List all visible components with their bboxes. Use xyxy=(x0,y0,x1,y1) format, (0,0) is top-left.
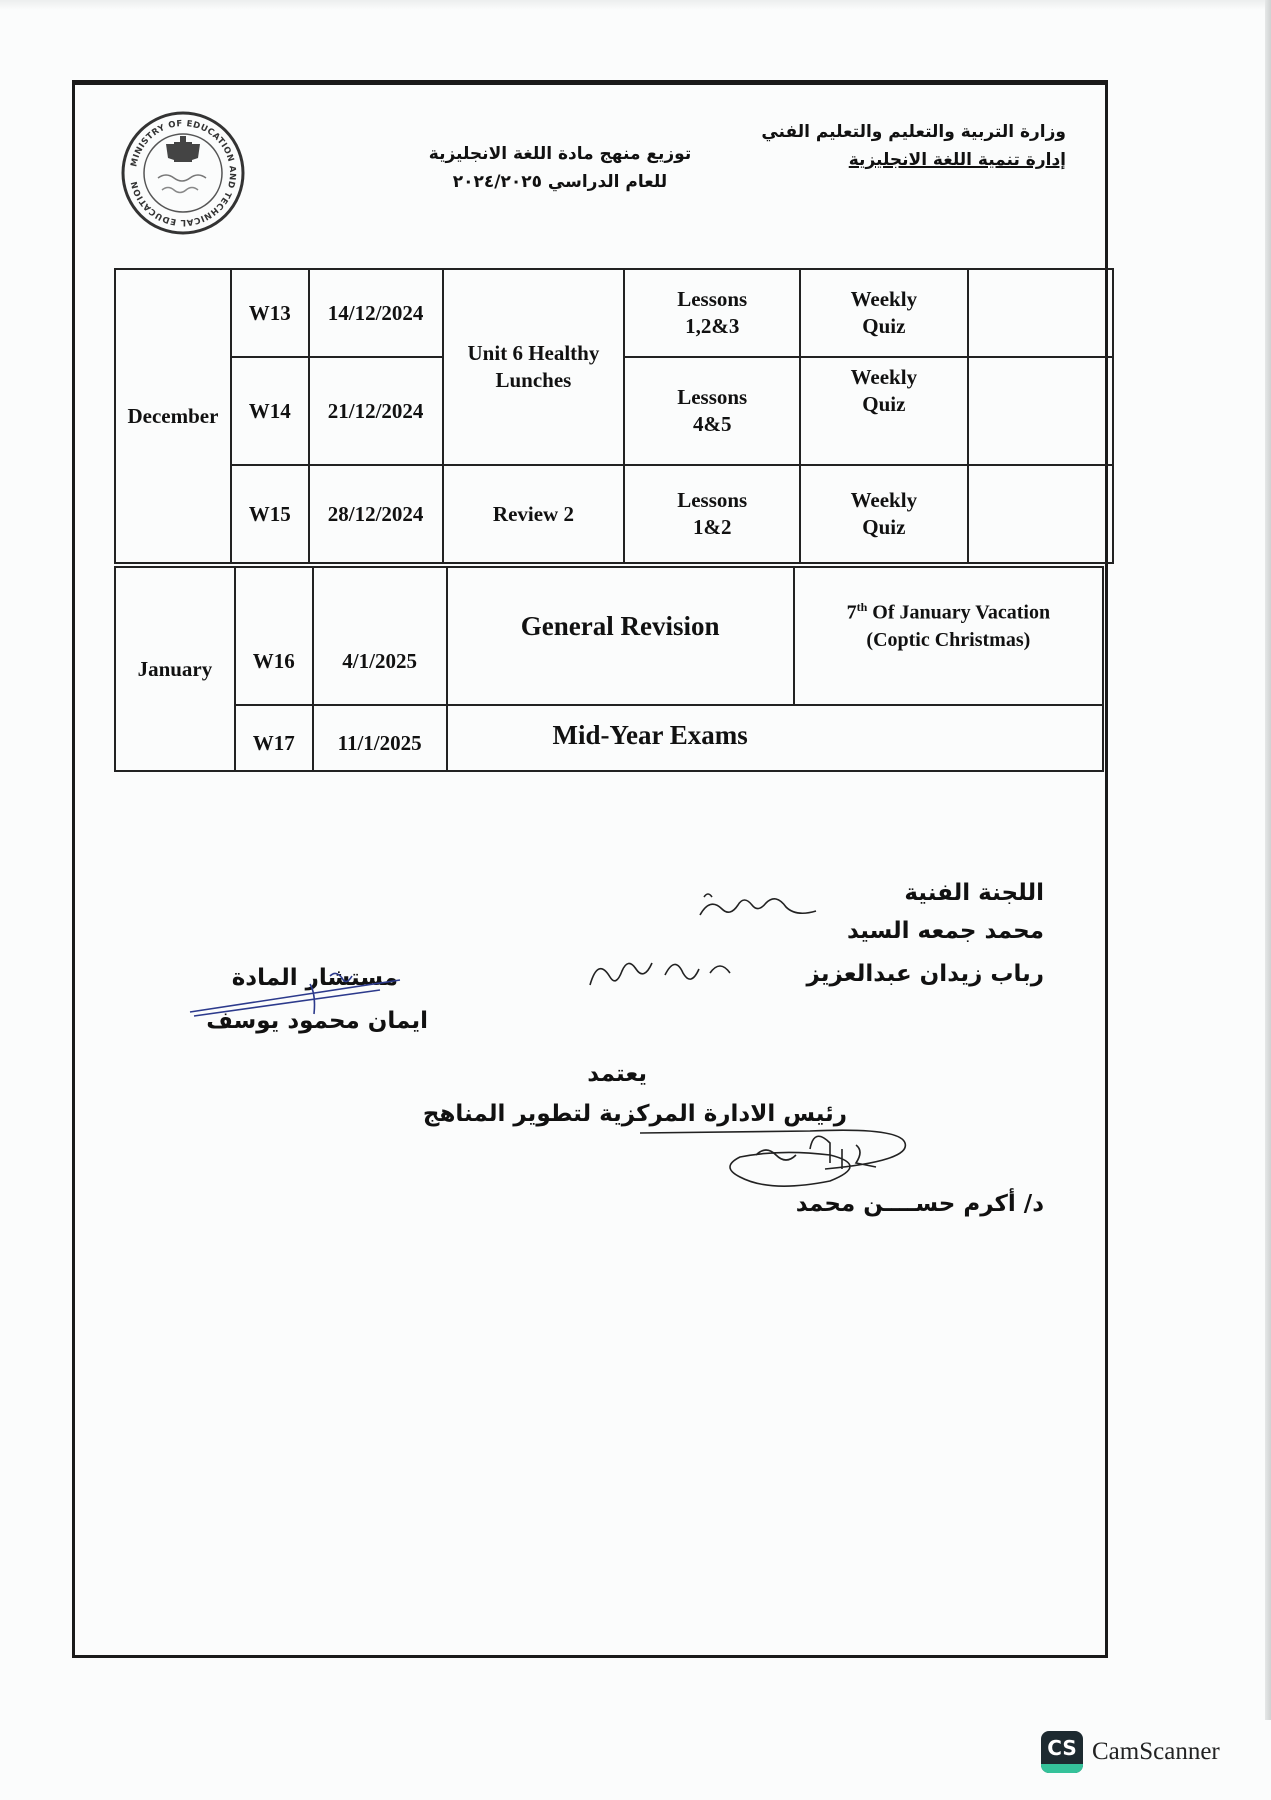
svg-text:MINISTRY OF EDUCATION AND TECH: MINISTRY OF EDUCATION AND TECHNICAL EDUCATION xyxy=(129,118,238,228)
head-title: رئيس الادارة المركزية لتطوير المناهج xyxy=(422,1101,847,1127)
department-name: إدارة تنمية اللغة الانجليزية xyxy=(848,150,1066,170)
table-row xyxy=(115,705,1103,771)
logo-text: CS xyxy=(1047,1736,1077,1760)
signature-head-icon xyxy=(620,1105,980,1195)
december-plan-table xyxy=(114,268,1114,564)
month-cell: December xyxy=(115,269,231,563)
lesson-cell xyxy=(624,357,800,465)
date-cell: 21/12/2024 xyxy=(309,357,443,465)
assessment-text: Weekly Quiz xyxy=(850,287,918,338)
lesson-text: Lessons 1,2&3 xyxy=(677,287,748,338)
assessment-cell xyxy=(800,465,968,563)
week-cell: W16 xyxy=(235,567,313,705)
notes-cell xyxy=(968,465,1113,563)
date-cell: 14/12/2024 xyxy=(309,269,443,357)
camscanner-app-name: CamScanner xyxy=(1092,1738,1220,1765)
committee-member-2: رباب زيدان عبدالعزيز xyxy=(806,961,1044,987)
table-row xyxy=(115,465,1113,563)
head-name: د/ أكرم حســــن محمد xyxy=(795,1191,1044,1217)
document-title xyxy=(415,140,705,196)
ministry-header xyxy=(761,118,1066,174)
date-cell: 28/12/2024 xyxy=(309,465,443,563)
ministry-name: وزارة التربية والتعليم والتعليم الفني xyxy=(761,122,1066,142)
ordinal-suffix: th xyxy=(856,600,868,615)
table-row xyxy=(115,269,1113,357)
assessment-text: Weekly Quiz xyxy=(850,488,918,539)
notes-cell xyxy=(968,269,1113,357)
vacation-note-line2: (Coptic Christmas) xyxy=(866,628,1031,651)
unit-cell: Review 2 xyxy=(443,465,625,563)
assessment-text: Weekly Quiz xyxy=(850,365,918,416)
logo-band xyxy=(1041,1764,1083,1773)
lesson-cell xyxy=(624,465,800,563)
assessment-cell xyxy=(800,357,968,465)
week-cell: W14 xyxy=(231,357,309,465)
committee-member-1: محمد جمعه السيد xyxy=(846,918,1044,944)
notes-cell xyxy=(794,567,1103,705)
lesson-cell xyxy=(624,269,800,357)
committee-title: اللجنة الفنية xyxy=(904,880,1044,906)
assessment-cell xyxy=(800,269,968,357)
camscanner-logo-icon xyxy=(1041,1731,1083,1773)
exams-text: Mid-Year Exams xyxy=(552,719,748,750)
week-cell: W15 xyxy=(231,465,309,563)
unit-title: Unit 6 Healthy Lunches xyxy=(467,341,600,392)
ordinal-number: 7 xyxy=(846,601,857,624)
date-cell: 11/1/2025 xyxy=(313,705,447,771)
eagle-emblem-icon xyxy=(166,136,200,162)
january-plan-table xyxy=(114,566,1104,772)
content-cell: General Revision xyxy=(447,567,794,705)
unit-cell xyxy=(443,269,625,465)
table-row xyxy=(115,567,1103,705)
approve-label: يعتمد xyxy=(587,1061,647,1087)
vacation-text: Of January Vacation xyxy=(867,601,1051,624)
advisor-title: مستشار المادة xyxy=(231,965,398,991)
title-line-1: توزيع منهج مادة اللغة الانجليزية xyxy=(428,144,692,164)
signature-advisor-icon xyxy=(180,968,420,1028)
ministry-seal-icon xyxy=(118,108,248,238)
month-cell: January xyxy=(115,567,235,771)
advisor-name: ايمان محمود يوسف xyxy=(206,1008,428,1034)
week-cell: W13 xyxy=(231,269,309,357)
content-cell xyxy=(447,705,1103,771)
lesson-text: Lessons 4&5 xyxy=(677,385,748,436)
title-line-2: للعام الدراسي ٢٠٢٤/٢٠٢٥ xyxy=(452,172,668,192)
page-right-edge xyxy=(1265,0,1271,1720)
notes-cell xyxy=(968,357,1113,465)
lesson-text: Lessons 1&2 xyxy=(677,488,748,539)
date-cell: 4/1/2025 xyxy=(313,567,447,705)
week-cell: W17 xyxy=(235,705,313,771)
vacation-note xyxy=(795,594,1102,627)
signature-member2-icon xyxy=(585,945,745,995)
page-top-edge xyxy=(0,0,1271,10)
signature-member1-icon xyxy=(690,885,820,935)
